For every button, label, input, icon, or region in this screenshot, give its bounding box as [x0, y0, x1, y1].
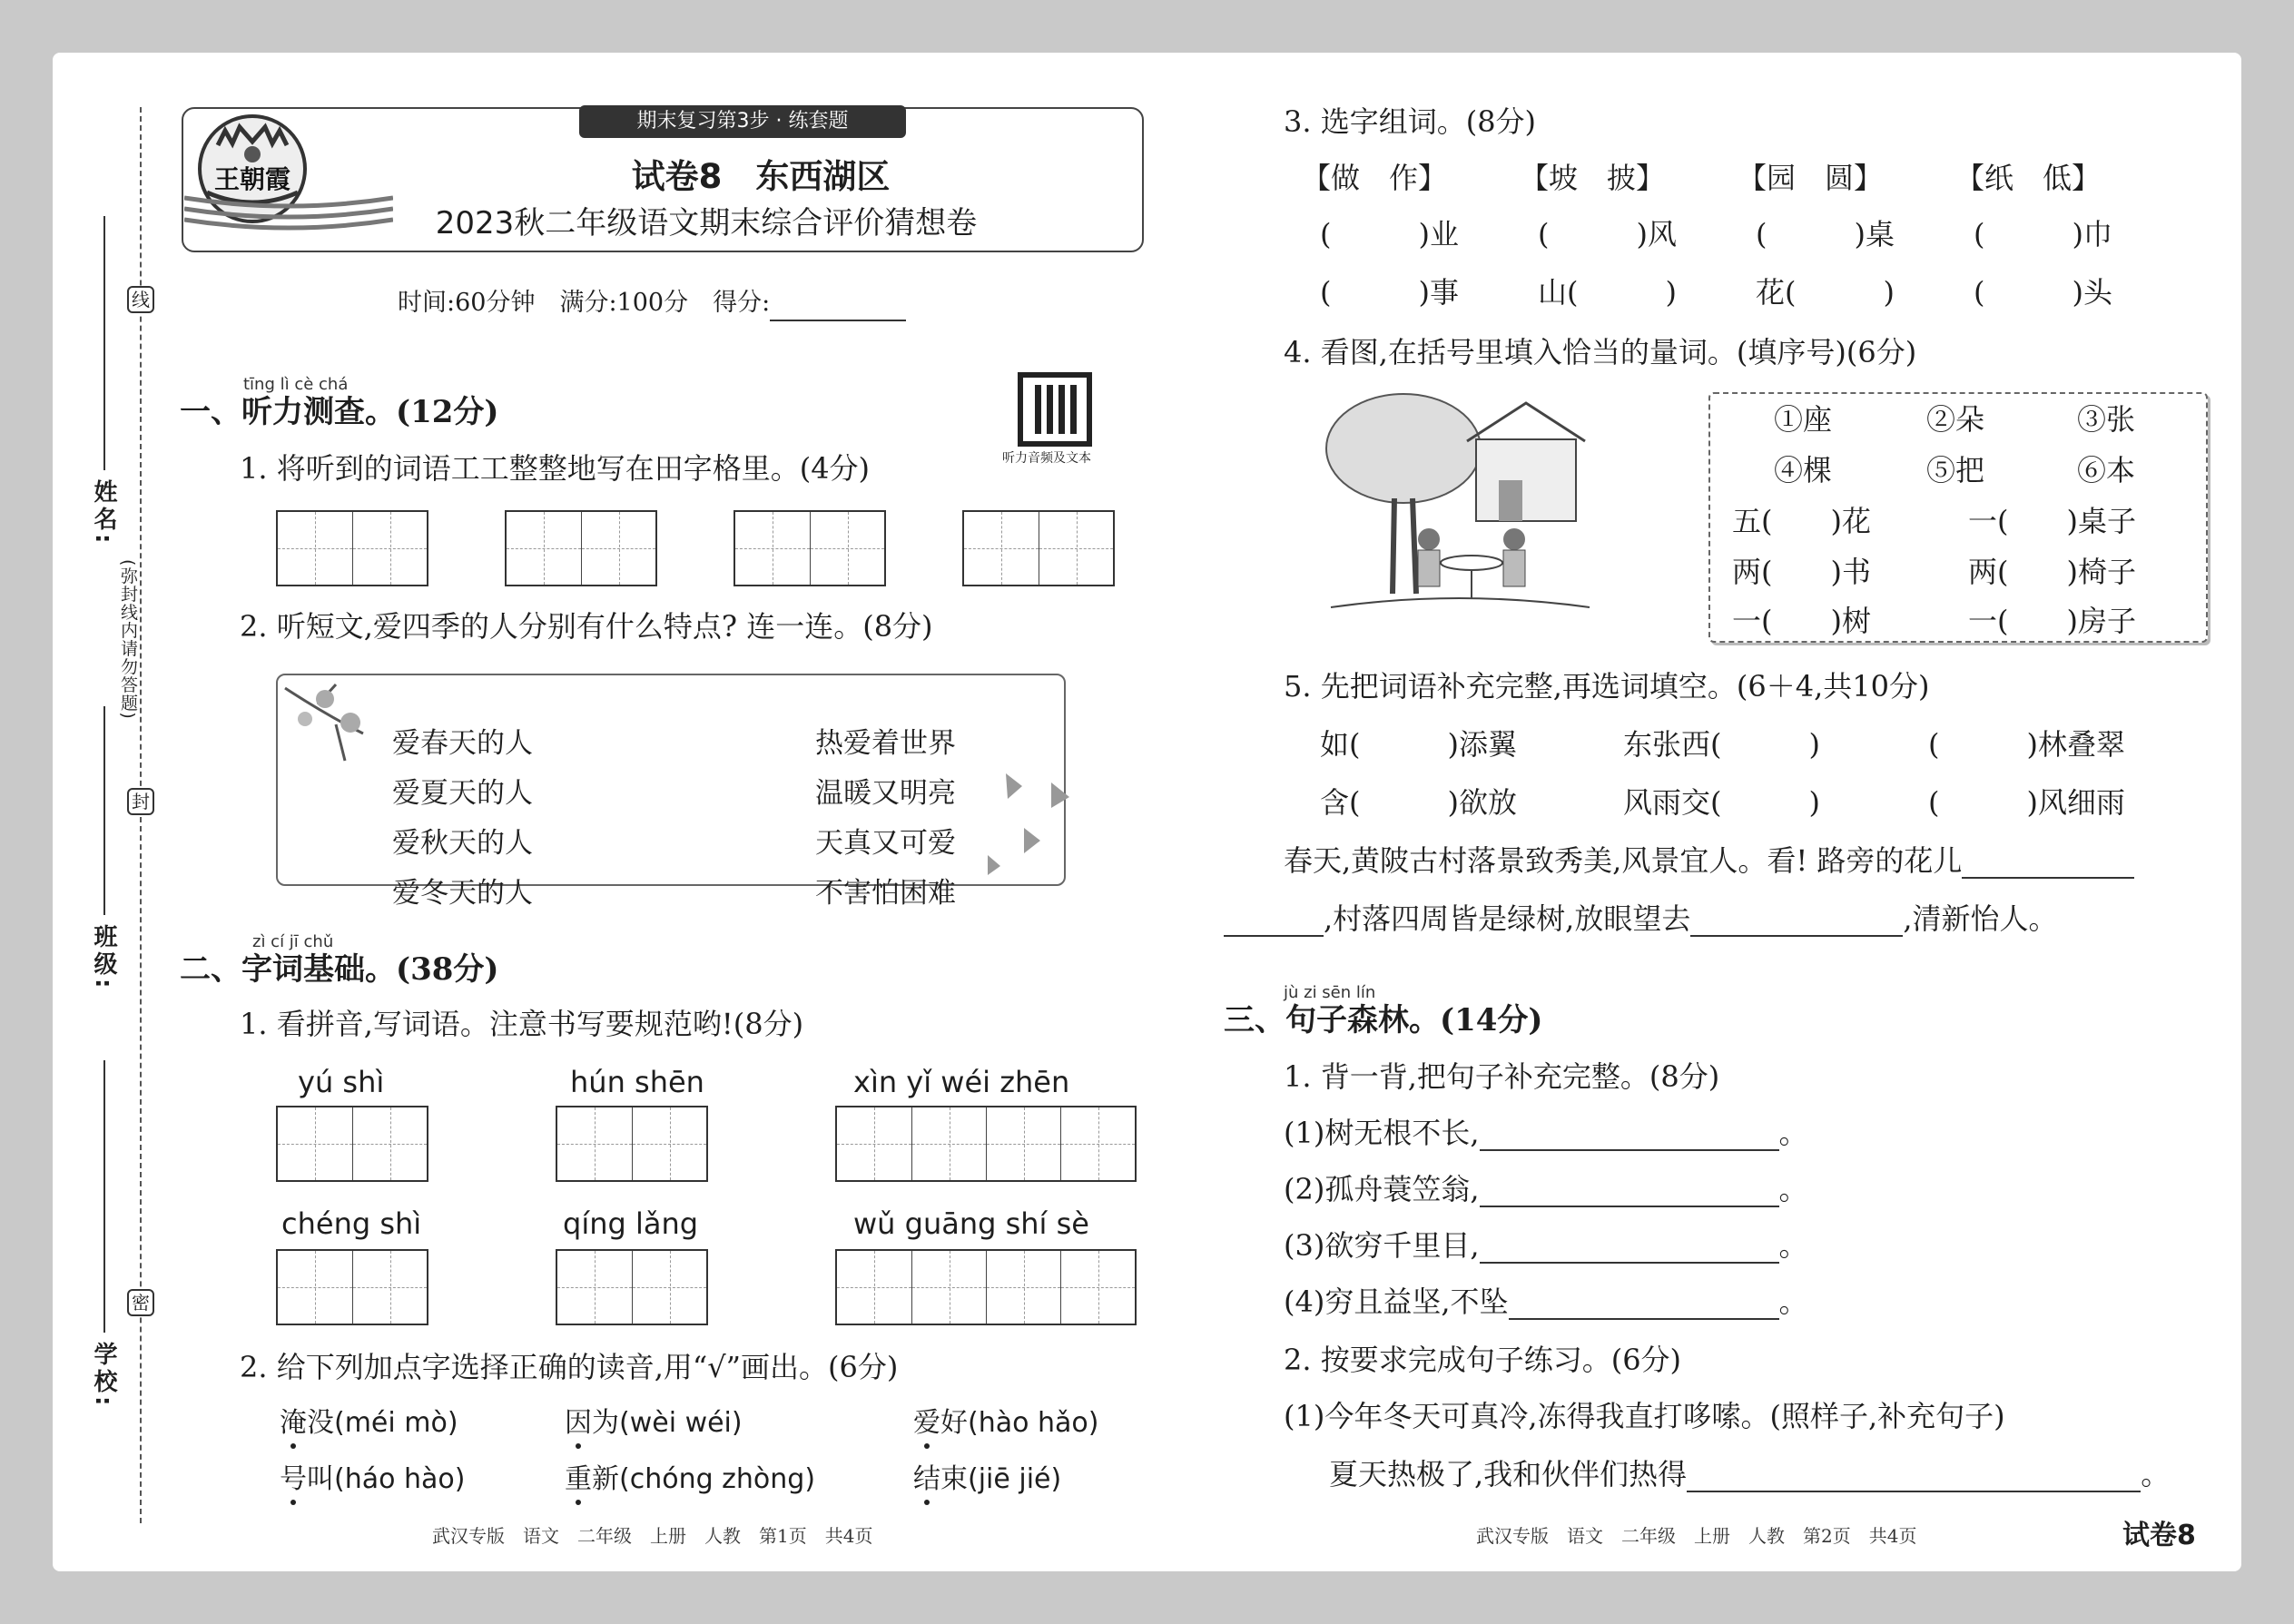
match-left-3[interactable]: 爱秋天的人	[392, 827, 533, 860]
q5-r1-1[interactable]: 如( )添翼	[1320, 727, 1517, 762]
match-right-1[interactable]: 热爱着世界	[815, 727, 956, 760]
s3-pinyin: jù zi sēn lín	[1284, 983, 1376, 1002]
q3-r1-2[interactable]: ( )风	[1538, 217, 1677, 251]
match-right-3[interactable]: 天真又可爱	[815, 827, 956, 860]
s3-line-2	[1284, 1171, 1808, 1207]
grid-s1-2[interactable]	[505, 510, 657, 586]
choice: 束(jiē jié)	[940, 1463, 1062, 1495]
line-text: (4)穷且益坚,不坠	[1284, 1284, 1509, 1319]
dotted-char: 因	[565, 1405, 592, 1442]
q5-r1-3[interactable]: ( )林叠翠	[1928, 727, 2125, 762]
grid-s2-2[interactable]	[556, 1106, 708, 1182]
class-label: 班级:	[90, 924, 117, 992]
q3-r1-4[interactable]: ( )巾	[1974, 217, 2112, 251]
choice: 叫(háo hào)	[307, 1463, 466, 1495]
choice: 没(méi mò)	[307, 1407, 458, 1439]
blank-1[interactable]	[1962, 842, 2134, 879]
choice: 新(chóng zhòng)	[592, 1463, 816, 1495]
para-text: ,清新怡人。	[1903, 901, 2058, 936]
q5-r2-3[interactable]: ( )风细雨	[1928, 785, 2125, 820]
q3-r2-3[interactable]: 花( )	[1756, 275, 1895, 310]
fill-1[interactable]: 五( )花	[1732, 504, 1871, 538]
s3-line-3	[1284, 1227, 1808, 1264]
choice: 为(wèi wéi)	[592, 1407, 743, 1439]
grid-s2-4[interactable]	[276, 1249, 428, 1325]
dotted-char: 重	[565, 1462, 592, 1498]
answer-line[interactable]	[1480, 1227, 1779, 1264]
reading-6[interactable]	[913, 1462, 1061, 1498]
reading-2[interactable]	[565, 1405, 743, 1442]
opt-2: ②朵	[1926, 402, 1985, 437]
section-1-title: 一、听力测查。(12分)	[180, 394, 499, 430]
q3-head-1: 【做 作】	[1302, 161, 1448, 195]
py-4: chéng shì	[281, 1206, 422, 1241]
q3-r2-2[interactable]: 山( )	[1538, 275, 1677, 310]
period: 。	[1778, 1284, 1808, 1319]
seal-xian: 线	[127, 286, 154, 313]
grid-s1-3[interactable]	[733, 510, 886, 586]
period: 。	[1778, 1172, 1808, 1206]
s2-q1: 1. 看拼音,写词语。注意书写要规范哟!(8分)	[240, 1007, 804, 1041]
blossom-icon	[281, 679, 381, 770]
q3-head-2: 【坡 披】	[1520, 161, 1666, 195]
grid-s1-1[interactable]	[276, 510, 428, 586]
q4-title: 4. 看图,在括号里填入恰当的量词。(填序号)(6分)	[1284, 335, 1917, 369]
line-text: (3)欲穷千里目,	[1284, 1228, 1480, 1263]
match-right-2[interactable]: 温暖又明亮	[815, 777, 956, 810]
q5-para-1	[1284, 842, 2134, 879]
page-title: 试卷8 东西湖区	[631, 157, 891, 196]
fill-5[interactable]: 一( )树	[1732, 604, 1871, 638]
answer-line[interactable]	[1480, 1115, 1779, 1151]
blank-2[interactable]	[1690, 901, 1903, 937]
school-field[interactable]	[103, 1060, 105, 1333]
reading-3[interactable]	[913, 1405, 1098, 1442]
exam-meta	[398, 285, 906, 321]
period: 。	[1778, 1228, 1808, 1263]
py-5: qíng lǎng	[563, 1206, 699, 1241]
s1-q2: 2. 听短文,爱四季的人分别有什么特点? 连一连。(8分)	[240, 609, 933, 644]
exam-sheet	[53, 53, 2241, 1571]
grid-s2-6[interactable]	[835, 1249, 1137, 1325]
answer-text: 夏天热极了,我和伙伴们热得	[1329, 1457, 1688, 1491]
answer-line[interactable]	[1480, 1171, 1779, 1207]
opt-4: ④棵	[1774, 453, 1833, 487]
line-text: (2)孤舟蓑笠翁,	[1284, 1172, 1480, 1206]
grid-s1-4[interactable]	[962, 510, 1115, 586]
park-scene-image	[1322, 385, 1594, 630]
s3-line-4	[1284, 1284, 1808, 1320]
s1-q1: 1. 将听到的词语工工整整地写在田字格里。(4分)	[240, 451, 871, 486]
page-subtitle: 2023秋二年级语文期末综合评价猜想卷	[435, 205, 978, 241]
q5-r2-1[interactable]: 含( )欲放	[1320, 785, 1517, 820]
q5-para-2	[1224, 901, 2058, 937]
name-label: 姓名:	[90, 479, 117, 547]
py-6: wǔ guāng shí sè	[853, 1206, 1089, 1241]
q5-r1-2[interactable]: 东张西( )	[1623, 727, 1820, 762]
footer-right: 武汉专版 语文 二年级 上册 人教 第2页 共4页	[1476, 1525, 1917, 1547]
py-2: hún shēn	[570, 1065, 704, 1099]
q3-head-4: 【纸 低】	[1955, 161, 2102, 195]
match-left-4[interactable]: 爱冬天的人	[392, 877, 533, 910]
match-left-1[interactable]: 爱春天的人	[392, 727, 533, 760]
footer-left: 武汉专版 语文 二年级 上册 人教 第1页 共4页	[432, 1525, 873, 1547]
seal-feng: 封	[127, 788, 154, 815]
q3-r2-1[interactable]: ( )事	[1320, 275, 1459, 310]
q3-head-3: 【园 圆】	[1738, 161, 1884, 195]
s3-q1: 1. 背一背,把句子补充完整。(8分)	[1284, 1059, 1720, 1094]
py-3: xìn yǐ wéi zhēn	[853, 1065, 1070, 1099]
period: 。	[1778, 1116, 1808, 1150]
leaves-icon	[970, 764, 1088, 882]
qr-caption: 听力音频及文本	[1002, 451, 1091, 466]
reading-4[interactable]	[280, 1462, 465, 1498]
fill-6[interactable]: 一( )房子	[1968, 604, 2136, 638]
opt-5: ⑤把	[1926, 453, 1985, 487]
s3-answer	[1329, 1456, 2170, 1492]
q3-r1-3[interactable]: ( )桌	[1756, 217, 1895, 251]
dotted-char: 结	[913, 1462, 940, 1498]
banner: 期末复习第3步 · 练套题	[579, 105, 906, 138]
q5-title: 5. 先把词语补充完整,再选词填空。(6＋4,共10分)	[1284, 669, 1930, 704]
para-text: ,村落四周皆是绿树,放眼望去	[1324, 901, 1691, 936]
score-field[interactable]	[770, 294, 906, 321]
section-3-title: 三、句子森林。(14分)	[1224, 1002, 1543, 1038]
logo-text: 王朝霞	[213, 164, 290, 194]
section-2-title: 二、字词基础。(38分)	[180, 951, 499, 988]
grid-s2-3[interactable]	[835, 1106, 1137, 1182]
opt-1: ①座	[1774, 402, 1833, 437]
seal-mi: 密	[127, 1289, 154, 1316]
school-label: 学校:	[90, 1342, 117, 1410]
period: 。	[2141, 1457, 2171, 1491]
opt-3: ③张	[2077, 402, 2136, 437]
reading-5[interactable]	[565, 1462, 815, 1498]
class-field[interactable]	[103, 706, 105, 915]
blank-1b[interactable]	[1224, 901, 1324, 937]
q3-r2-4[interactable]: ( )头	[1974, 275, 2112, 310]
s2-q2: 2. 给下列加点字选择正确的读音,用“√”画出。(6分)	[240, 1350, 899, 1384]
para-text: 春天,黄陂古村落景致秀美,风景宜人。看! 路旁的花儿	[1284, 843, 1963, 878]
dotted-char: 爱	[913, 1405, 940, 1442]
answer-line[interactable]	[1509, 1284, 1779, 1320]
exam-badge: 试卷8	[2122, 1520, 2196, 1551]
reading-1[interactable]	[280, 1405, 458, 1442]
grid-s2-5[interactable]	[556, 1249, 708, 1325]
s2-pinyin: zì cí jī chǔ	[252, 932, 334, 951]
match-left-2[interactable]: 爱夏天的人	[392, 777, 533, 810]
grid-s2-1[interactable]	[276, 1106, 428, 1182]
q3-r1-1[interactable]: ( )业	[1320, 217, 1459, 251]
q3-title: 3. 选字组词。(8分)	[1284, 104, 1537, 139]
name-field[interactable]	[103, 216, 105, 470]
answer-line[interactable]	[1687, 1456, 2141, 1492]
dotted-char: 号	[280, 1462, 307, 1498]
match-right	[815, 719, 956, 919]
line-text: (1)树无根不长,	[1284, 1116, 1480, 1150]
opt-6: ⑥本	[2077, 453, 2136, 487]
s1-pinyin: tīng lì cè chá	[243, 375, 349, 394]
s3-example: (1)今年冬天可真冷,冻得我直打哆嗦。(照样子,补充句子)	[1284, 1399, 2005, 1433]
q5-r2-2[interactable]: 风雨交( )	[1623, 785, 1820, 820]
match-left	[392, 719, 533, 919]
dotted-char: 淹	[280, 1405, 307, 1442]
choice: 好(hào hǎo)	[940, 1407, 1099, 1439]
s3-line-1	[1284, 1115, 1808, 1151]
meta-text: 时间:60分钟 满分:100分 得分:	[398, 289, 771, 317]
py-1: yú shì	[298, 1065, 385, 1099]
binding-note: (弥封线内请勿答题)	[118, 559, 138, 720]
fill-2[interactable]: 一( )桌子	[1968, 504, 2136, 538]
fill-3[interactable]: 两( )书	[1732, 555, 1871, 589]
fill-4[interactable]: 两( )椅子	[1968, 555, 2136, 589]
s3-q2: 2. 按要求完成句子练习。(6分)	[1284, 1343, 1682, 1377]
qr-code[interactable]	[1018, 372, 1092, 447]
match-right-4[interactable]: 不害怕困难	[815, 877, 956, 910]
